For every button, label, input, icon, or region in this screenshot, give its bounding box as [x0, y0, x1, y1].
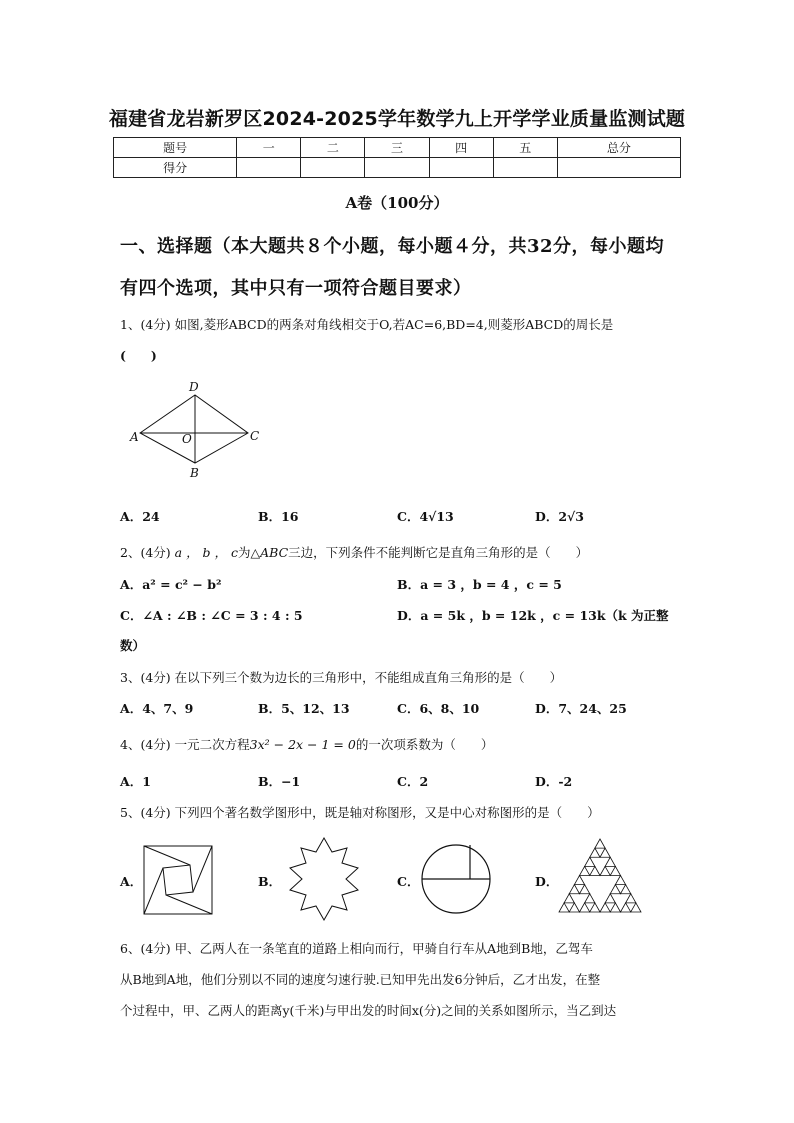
q1-option-b[interactable]: B．16 [258, 509, 299, 524]
q5-figure-circle-cross [420, 843, 492, 915]
q2-text-pre: 2、(4分) [120, 545, 171, 560]
q4-option-b[interactable]: B．−1 [258, 774, 301, 789]
q1-paren: ( ) [120, 348, 157, 363]
q3-option-a[interactable]: A．4、7、9 [120, 701, 194, 716]
q6-text-line3: 个过程中，甲、乙两人的距离y(千米)与甲出发的时间x(分)之间的关系如图所示，当乙到达 [120, 1003, 617, 1018]
score-table [113, 137, 681, 178]
q1-option-d[interactable]: D．2√3 [535, 509, 584, 524]
score-header-cell: 四 [429, 138, 493, 158]
q1-text: 1、(4分) 如图,菱形ABCD的两条对角线相交于O,若AC=6,BD=4,则菱形ABCD的周长是 [120, 317, 614, 332]
score-header-cell: 一 [237, 138, 301, 158]
score-table-score-row [114, 158, 681, 178]
label-a: A [130, 430, 139, 444]
q1-rhombus-figure [128, 378, 268, 480]
q1-option-a[interactable]: A．24 [120, 509, 160, 524]
q4-text-post: 的一次项系数为（ ） [355, 737, 494, 752]
q5-option-c[interactable]: C． [397, 874, 420, 889]
q5-option-d[interactable]: D． [535, 874, 559, 889]
label-o: O [182, 432, 192, 446]
q5-text: 5、(4分) 下列四个著名数学图形中，既是轴对称图形，又是中心对称图形的是（ ） [120, 805, 600, 820]
score-table-header-row [114, 138, 681, 158]
q5-figure-koch-snowflake [280, 836, 368, 922]
section1-heading-line2: 有四个选项，其中只有一项符合题目要求） [120, 278, 472, 299]
q5-figure-sierpinski-triangle [558, 838, 642, 914]
q4-text [120, 735, 493, 753]
q2-option-d-continued: 数） [120, 638, 146, 653]
q2-option-b[interactable]: B．a = 3 ，b = 4 ，c = 5 [397, 577, 562, 592]
q6-text-line2: 从B地到A地，他们分别以不同的速度匀速行驶.已知甲先出发6分钟后，乙才出发，在整 [120, 972, 601, 987]
score-header-cell: 二 [301, 138, 365, 158]
q2-text [120, 543, 588, 561]
score-cell[interactable] [237, 158, 301, 178]
score-header-cell: 三 [365, 138, 429, 158]
q2-option-a[interactable]: A．a² = c² − b² [120, 577, 222, 592]
q3-option-c[interactable]: C．6、8、10 [397, 701, 480, 716]
q3-text: 3、(4分) 在以下列三个数为边长的三角形中，不能组成直角三角形的是（ ） [120, 670, 563, 685]
q4-option-a[interactable]: A．1 [120, 774, 151, 789]
score-header-cell: 五 [493, 138, 557, 158]
score-cell[interactable] [301, 158, 365, 178]
q4-option-d[interactable]: D．-2 [535, 774, 573, 789]
label-b: B [190, 466, 199, 480]
q1-option-c[interactable]: C．4√13 [397, 509, 454, 524]
q2-text-post: 三边，下列条件不能判断它是直角三角形的是（ ） [288, 545, 589, 560]
score-cell[interactable] [493, 158, 557, 178]
q2-text-mid: 为 [238, 545, 251, 560]
section1-heading-line1: 一、选择题（本大题共８个小题，每小题４分，共32分，每小题均 [120, 236, 665, 257]
exam-title: 福建省龙岩新罗区2024-2025学年数学九上开学学业质量监测试题 [108, 108, 686, 130]
q4-equation: 3x² − 2x − 1 = 0 [249, 737, 356, 752]
score-cell[interactable] [557, 158, 680, 178]
q4-option-c[interactable]: C．2 [397, 774, 429, 789]
q5-figure-pinwheel-square [143, 845, 213, 915]
q2-text-vars: a ， b ， c [174, 545, 239, 560]
q6-text-line1: 6、(4分) 甲、乙两人在一条笔直的道路上相向而行，甲骑自行车从A地到B地，乙驾车 [120, 941, 593, 956]
score-header-cell: 总分 [557, 138, 680, 158]
q4-text-pre: 4、(4分) 一元二次方程 [120, 737, 250, 752]
score-header-cell: 题号 [114, 138, 237, 158]
q5-option-a[interactable]: A． [120, 874, 143, 889]
label-c: C [250, 429, 260, 443]
score-row-label: 得分 [114, 158, 237, 178]
q2-text-triangle: △ABC [250, 545, 289, 560]
q3-option-d[interactable]: D．7、24、25 [535, 701, 627, 716]
q3-option-b[interactable]: B．5、12、13 [258, 701, 350, 716]
section-a-heading: A卷（100分） [345, 194, 449, 212]
q2-option-d[interactable]: D．a = 5k ，b = 12k ，c = 13k（k 为正整 [397, 608, 669, 623]
q2-option-c[interactable]: C．∠A : ∠B : ∠C = 3 : 4 : 5 [120, 608, 303, 623]
score-cell[interactable] [365, 158, 429, 178]
q5-option-b[interactable]: B． [258, 874, 282, 889]
score-cell[interactable] [429, 158, 493, 178]
rhombus-outline [140, 395, 248, 463]
label-d: D [189, 380, 199, 394]
